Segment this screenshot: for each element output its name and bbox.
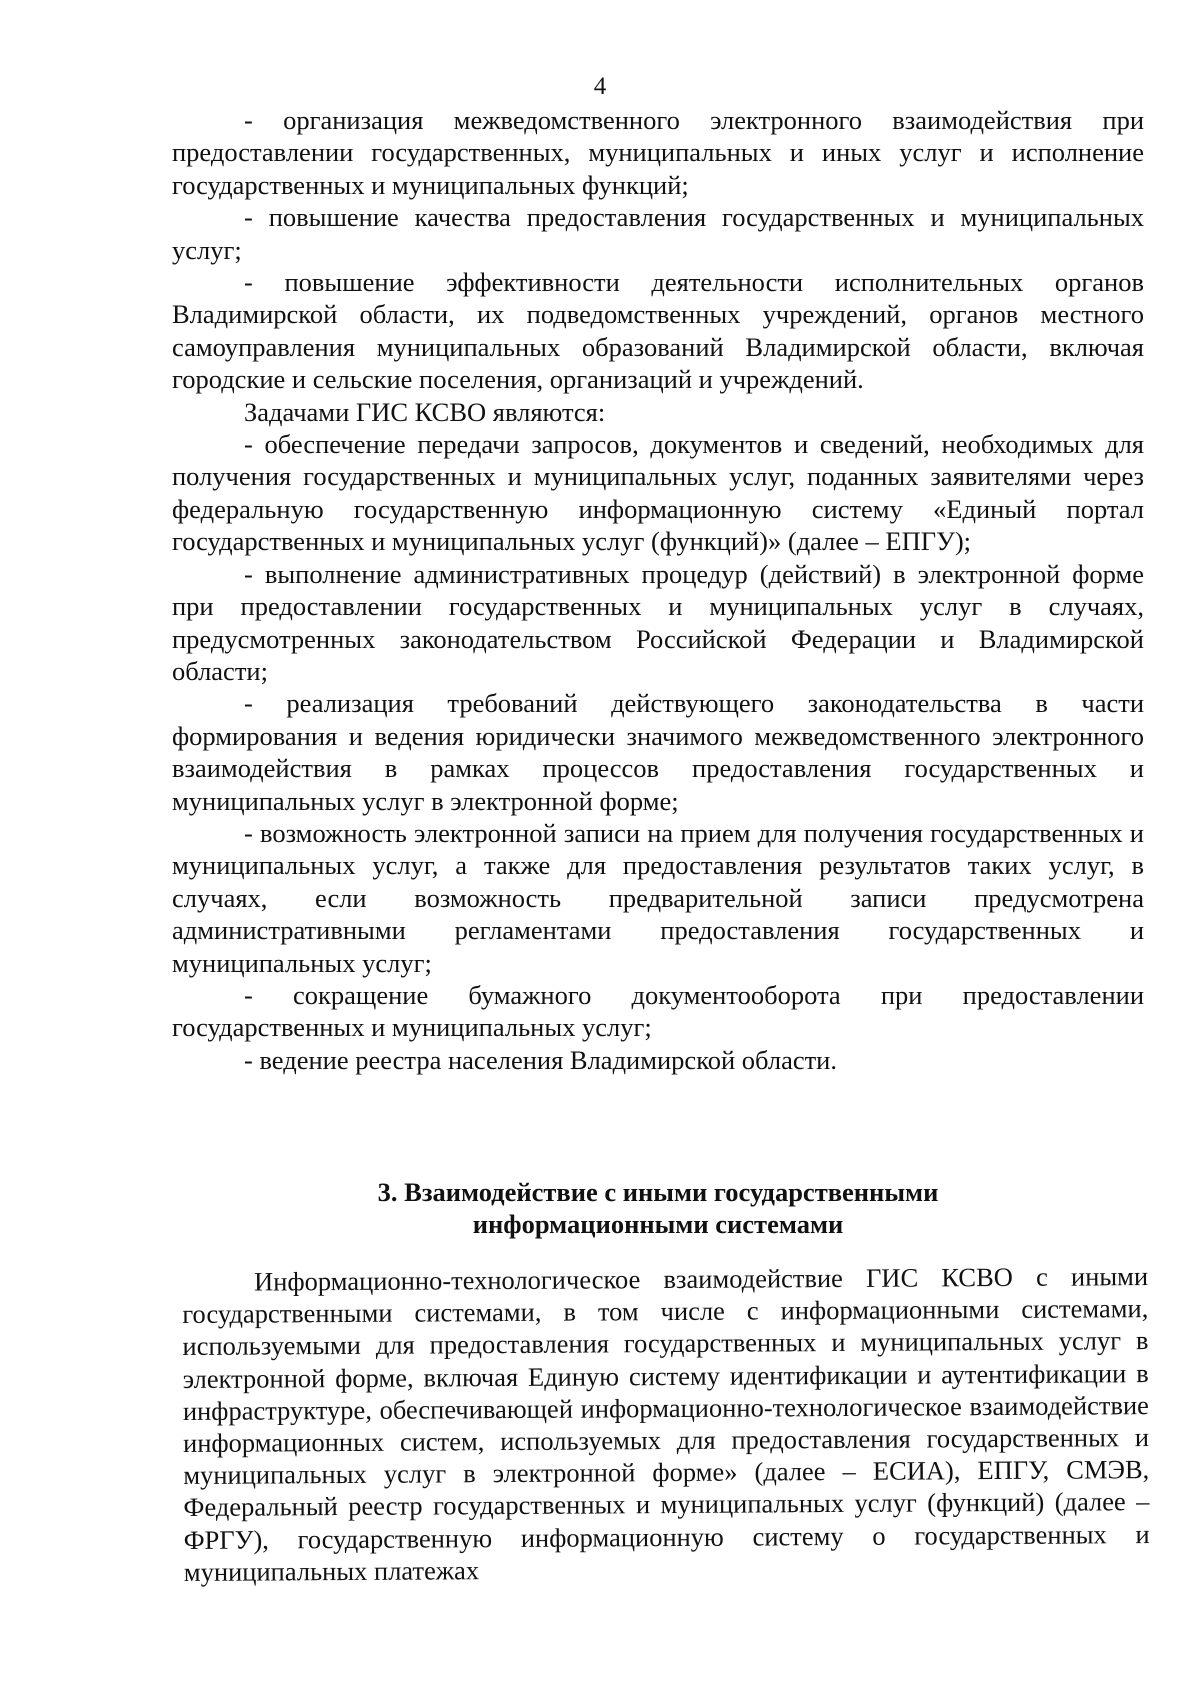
task-item-procedures: - выполнение административных процедур (действий) в электронной форме при предоставлении государственных и муниципальных услуг в случаях, предусмотренных законодательством Российской Федерации и Владимирской области;	[172, 558, 1144, 686]
task-item-registry: - ведение реестра населения Владимирской области.	[244, 1044, 837, 1075]
page-number: 4	[593, 73, 607, 100]
task-item-appointment: - возможность электронной записи на прием для получения государственных и муниципальных услуг, а также для предоставления результатов таких услуг, в случаях, если возможность предварительной записи предусмотрена административными регламентами предоставления государственных и муниципальных услуг;	[172, 817, 1144, 978]
section-paragraph: Информационно-технологическое взаимодействие ГИС КСВО с иными государственными системами, в том числе с информационными системами, используемыми для предоставления государственных и муниципальных услуг в электронной форме, включая Единую систему идентификации и аутентификации в инфраструктуре, обеспечивающей информационно-технологическое взаимодействие информационных систем, используемых для предоставления государственных и муниципальных услуг в электронной форме» (далее – ЕСИА), ЕПГУ, СМЭВ, Федеральный реестр государственных и муниципальных услуг (функций) (далее – ФРГУ), государственную информационную систему о государственных и муниципальных платежах	[182, 1261, 1150, 1587]
section-heading	[172, 1176, 1144, 1240]
task-item-legislation: - реализация требований действующего законодательства в части формирования и ведения юридически значимого межведомственного электронного взаимодействия в рамках процессов предоставления государственных и муниципальных услуг в электронной форме;	[172, 688, 1144, 816]
section-heading-line-2: информационными системами	[472, 1209, 844, 1239]
task-item-requests: - обеспечение передачи запросов, документов и сведений, необходимых для получения государственных и муниципальных услуг, поданных заявителями через федеральную государственную информационную систему «Единый портал государственных и муниципальных услуг (функций)» (далее – ЕПГУ);	[172, 429, 1144, 557]
section-heading-line-1: 3. Взаимодействие с иными государственными	[377, 1177, 939, 1207]
goal-item-efficiency: - повышение эффективности деятельности исполнительных органов Владимирской области, их подведомственных учреждений, органов местного самоуправления муниципальных образований Владимирской области, включая городские и сельские поселения, организаций и учреждений.	[172, 267, 1144, 395]
goals-list	[172, 104, 1144, 1076]
section-body	[182, 1260, 1150, 1588]
task-item-paperwork: - сокращение бумажного документооборота при предоставлении государственных и муниципальных услуг;	[172, 979, 1144, 1043]
goal-item-quality: - повышение качества предоставления государственных и муниципальных услуг;	[172, 202, 1144, 265]
tasks-intro: Задачами ГИС КСВО являются:	[244, 396, 606, 427]
goal-item-interagency: - организация межведомственного электронного взаимодействия при предоставлении государственных, муниципальных и иных услуг и исполнение государственных и муниципальных функций;	[172, 105, 1144, 200]
